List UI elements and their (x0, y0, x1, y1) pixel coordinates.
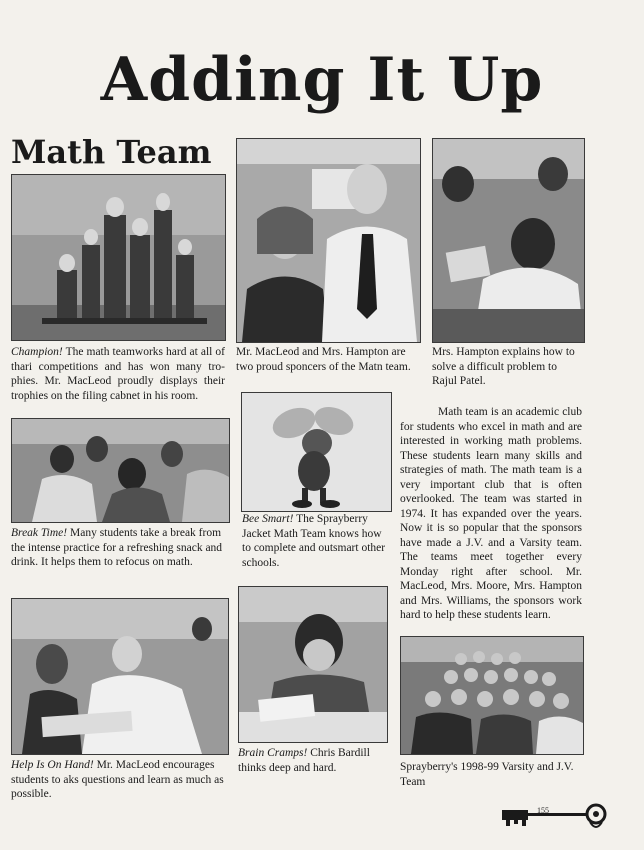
caption-text: Many students take a break from the intense practice for a refreshing snack and drink. It helps them to refocus on math. (11, 527, 223, 568)
photo-break (11, 418, 230, 523)
caption-text: Chris Bardill thinks deep and hard. (238, 747, 370, 774)
caption-text: Mr. MacLeod encourages students to aks questions and learn as much as possible. (11, 759, 224, 800)
caption-sponsors (236, 345, 419, 374)
key-ornament-icon (502, 802, 612, 832)
caption-team (400, 760, 582, 789)
caption-text: The Sprayberry Jacket Math Team knows how to complete and outsmart other schools. (242, 513, 386, 569)
story-body: Math team is an academic club for students who excel in math and are interested in working math problems. These students learn many skills and strategies of math. The math team is a very important club that is often overlooked. The team was started in 1974. It has expanded over the years. Now it is so popular that the sponsors have made a J.V. and a Varsity team. The teams meet together every Monday right after school. Mr. MacLeod, Mrs. Moore, Mrs. Hampton and Mrs. Williams, the sponsors work hard to help these students learn. (400, 406, 582, 621)
caption-text: The math teamworks hard at all of thari competitions and has won many tro-phies. Mr. MacLeod proudly displays their trophies on the filing cabnet in his room. (11, 346, 225, 402)
story-text (400, 405, 582, 623)
caption-lead: Bee Smart! (242, 513, 294, 525)
photo-sponsors (236, 138, 421, 343)
caption-bee (242, 512, 392, 570)
caption-break (11, 526, 228, 570)
caption-help (11, 758, 227, 802)
photo-explaining (432, 138, 585, 343)
page-title: Adding It Up (100, 45, 544, 115)
photo-thinking (238, 586, 388, 743)
caption-text: Mrs. Hampton explains how to solve a difficult problem to Rajul Patel. (432, 346, 575, 387)
caption-champion (11, 345, 225, 403)
photo-helping (11, 598, 229, 755)
caption-lead: Brain Cramps! (238, 747, 308, 759)
caption-explain (432, 345, 582, 389)
caption-lead: Help Is On Hand! (11, 759, 94, 771)
section-subtitle: Math Team (11, 133, 212, 171)
caption-lead: Champion! (11, 346, 63, 358)
caption-lead: Break Time! (11, 527, 68, 539)
photo-trophies (11, 174, 226, 341)
caption-text: Mr. MacLeod and Mrs. Hampton are two proud sponcers of the Matn team. (236, 346, 411, 373)
photo-team (400, 636, 584, 755)
caption-brain (238, 746, 386, 775)
page-number: 155 (537, 806, 549, 815)
page-footer (502, 802, 612, 832)
photo-bee-mural (241, 392, 392, 512)
caption-text: Sprayberry's 1998-99 Varsity and J.V. Team (400, 761, 574, 788)
